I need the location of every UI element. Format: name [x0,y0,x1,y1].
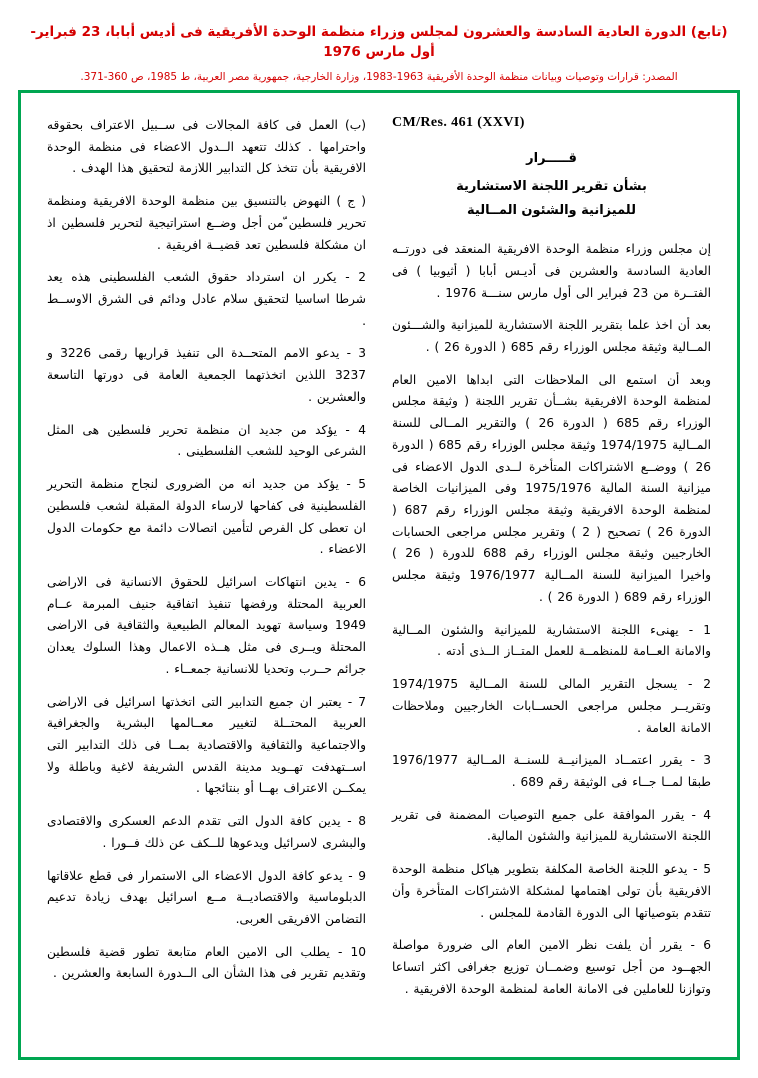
paragraph: 3 - يقرر اعتمــاد الميزانيــة للسنــة المــالية 1976/1977 طبقا لمــا جــاء فى الوثيقة رقم 689 . [392,753,711,789]
resolution-id: CM/Res. 461 (XXVI) [392,115,525,130]
paragraph: 2 - يسجل التقرير المالى للسنة المــالية 1974/1975 وتقريــر مجلس مراجعى الحســابات الخارجيين وملاحظات الامانة العامة . [392,677,711,735]
column-right [392,115,711,1039]
title-line-3: للميزانية والشئون المــالية [467,203,636,219]
paragraph: 2 - يكرر ان استرداد حقوق الشعب الفلسطينى هذه يعد شرطا اساسيا لتحقيق سلام عادل ودائم فى الشرق الاوســط . [47,270,366,328]
document-title [392,147,711,223]
header-title: (تابع) الدورة العادية السادسة والعشرون لمجلس وزراء منظمة الوحدة الأفريقية فى أديس أبابا، 23 فبراير- أول مارس 1976 [30,24,728,61]
header-source: المصدر: قرارات وتوصيات وبيانات منظمة الوحدة الأفريقية 1963-1983، وزارة الخارجية، جمهورية مصر العربية، ط 1985، ص 360-371. [80,70,678,83]
paragraph: 8 - يدين كافة الدول التى تقدم الدعم العسكرى والاقتصادى والبشرى لاسرائيل ويدعوها للــكف عن ذلك فــورا . [47,814,366,850]
paragraph: 5 - يدعو اللجنة الخاصة المكلفة بتطوير هياكل منظمة الوحدة الافريقية بأن تولى اهتمامها لمشكلة الاشتراكات المتأخرة وأن تتقدم بتوصياتها الى الدورة القادمة للمجلس . [392,862,711,920]
paragraph: 4 - يؤكد من جديد ان منظمة تحرير فلسطين هى المثل الشرعى الوحيد للشعب الفلسطينى . [47,422,366,459]
paragraph: 6 - يدين انتهاكات اسرائيل للحقوق الانسانية فى الاراضى العربية المحتلة ورفضها تنفيذ اتفاقية جنيف المبرمة عــام 1949 وسياسة تهويد المعالم الطبيعية والثقافية فى الاراضى المحتلة ويــرى فى مثل هــذه الاعمال وهذا السلوك يعدان جرائم حــرب وتحديا للانسانية جمعــاء . [47,574,366,676]
paragraph: (ب) العمل فى كافة المجالات فى ســبيل الاعتراف بحقوقه واحترامها . كذلك تتعهد الــدول الاعضاء فى منظمة الوحدة الافريقية بأن تتخذ كل التدابير اللازمة لتحقيق هذا الهدف . [47,118,366,176]
column-left [47,115,366,1039]
paragraph: 1 - يهنىء اللجنة الاستشارية للميزانية والشئون المــالية والامانة العــامة للمنظمــة للعمل المتــاز الــذى أدته . [392,622,711,659]
paragraph: وبعد أن استمع الى الملاحظات التى ابداها الامين العام لمنظمة الوحدة الافريقية بشــأن تقرير اللجنة ( وثيقة مجلس الوزراء رقم 685 ( الدورة 26 ) والتقرير المــالى للسنة المــالية 1974/1975 وثيقة مجلس الوزراء رقم 685 ( الدورة 26 ) ووضــع الاشتراكات المتأخرة لــدى الدول الاعضاء فى ميزانية السنة المالية 1975/1976 وفى الميزانيات الخاصة لمنظمة الوحدة الافريقية وثيقة مجلس الوزراء رقم 687 ( الدورة 26 ) تصحيح ( 2 ) وتقرير مجلس مراجعى الحسابات الخارجيين وثيقة مجلس الوزراء رقم 688 للدورة ( 26 ) واخيرا الميزانية للسنة المــالية 1976/1977 وثيقة مجلس الوزراء رقم 689 ( الدورة 26 ) . [392,372,712,604]
paragraph: إن مجلس وزراء منظمة الوحدة الافريقية المنعقد فى دورتــه العادية السادسة والعشرين فى أديـس أبابا ( أثيوبيا ) فى الفتــرة من 23 فبراير الى أول مارس سنـــة 1976 . [392,242,711,300]
document-header [0,0,758,85]
paragraph: 7 - يعتبر ان جميع التدابير التى اتخذتها اسرائيل فى الاراضى العربية المحتــلة لتغيير معــالمها البشرية والجغرافية والاجتماعية والثقافية والاقتصادية بمــا فى ذلك التدابير التى اســتهدفت تهــويد مدينة القدس الشريفة لاغية وباطلة ولا يمكــن الاعتراف بهــا أو بنتائجها . [47,694,366,796]
paragraph: 9 - يدعو كافة الدول الاعضاء الى الاستمرار فى قطع علاقاتها الدبلوماسية والاقتصاديــة مــع اسرائيل بهدف زيادة تدعيم التضامن الافريقى العربى. [47,868,366,926]
two-column-layout [47,115,711,1039]
paragraph: بعد أن اخذ علما بتقرير اللجنة الاستشارية للميزانية والشـــئون المــالية وثيقة مجلس الوزراء رقم 685 ( الدورة 26 ) . [392,318,711,355]
title-line-2: بشأن تقرير اللجنة الاستشارية [456,179,647,195]
paragraph: 5 - يؤكد من جديد انه من الضرورى لنجاح منظمة التحرير الفلسطينية فى كفاحها لارساء الدولة المقبلة لشعب فلسطين ان تعطى كل الفرص لتأمين اتصالات دائمة مع حكومات الدول الاعضاء . [47,477,366,557]
paragraph: 4 - يقرر الموافقة على جميع التوصيات المضمنة فى تقرير اللجنة الاستشارية للميزانية والشئون المالية. [392,807,711,844]
page-border-frame [18,90,740,1060]
paragraph: ( ج ) النهوض بالتنسيق بين منظمة الوحدة الافريقية ومنظمة تحرير فلسطين ّمن أجل وضــع استراتيجية لتحرير فلسطين اذ ان مشكلة فلسطين تعد قضيــة افريقية . [47,194,366,252]
paragraph: 10 - يطلب الى الامين العام متابعة تطور قضية فلسطين وتقديم تقرير فى هذا الشأن الى الــدورة السابعة والعشرين . [47,944,366,981]
paragraph: 6 - يقرر أن يلفت نظر الامين العام الى ضرورة مواصلة الجهــود من أجل توسيع وضمــان توزيع جغرافى اكثر اتساعا وتوازنا للعاملين فى الامانة العامة لمنظمة الوحدة الافريقية . [392,938,711,996]
page-content [21,93,737,1057]
title-line-1: قـــــرار [526,151,577,166]
paragraph: 3 - يدعو الامم المتحــدة الى تنفيذ قراريها رقمى 3226 و 3237 اللذين اتخذتهما الجمعية العامة فى دورتها التاسعة والعشرين . [47,346,366,404]
